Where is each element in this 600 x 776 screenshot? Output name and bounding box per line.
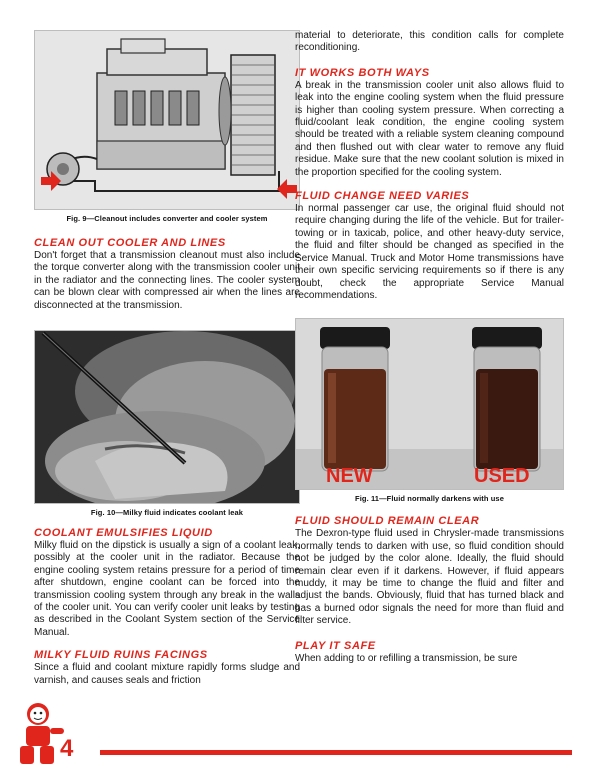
left-column (34, 0, 300, 687)
section-clean-out-cooler (34, 237, 300, 312)
intro-paragraph: material to deteriorate, this condition calls for complete reconditioning. (295, 30, 564, 54)
section-coolant-emulsifies (34, 527, 300, 639)
figure-9-caption: Fig. 9—Cleanout includes converter and cooler system (66, 214, 268, 223)
figure-10-caption: Fig. 10—Milky fluid indicates coolant leak (90, 508, 244, 518)
section-body: Since a fluid and coolant mixture rapidly forms sludge and varnish, and causes seals and friction (34, 662, 300, 686)
section-heading: CLEAN OUT COOLER AND LINES (34, 237, 226, 249)
section-heading: FLUID CHANGE NEED VARIES (295, 190, 470, 203)
section-heading: PLAY IT SAFE (295, 639, 376, 652)
figure-9 (34, 30, 300, 210)
fluid-jars-photo (296, 319, 564, 489)
section-heading: MILKY FLUID RUINS FACINGS (34, 649, 208, 662)
section-body: Milky fluid on the dipstick is usually a sign of a coolant leak, possibly at the cooler unit in the radiator. Because the engine cooling system retains pressure for a period of time after shutdown, engine coolant can be forced into the transmission cooling system through any break in the walls of the cooler unit. You can verify cooler unit leaks by testing as described in the Coolant System section of the Service Manual. (34, 540, 300, 638)
section-heading: FLUID SHOULD REMAIN CLEAR (295, 515, 480, 528)
figure-10 (34, 330, 300, 504)
right-column (295, 0, 564, 665)
used-label: USED (474, 465, 530, 488)
section-body: The Dexron-type fluid used in Chrysler-made transmissions normally tends to darken with use, so fluid condition should not be judged by the color alone. Ideally, the fluid should remain clear even if it darkens. However, if fluid appears muddy, it may be time to change the fluid and filter and adjust the bands. Obviously, fluid that has turned black and has a burned odor signals the need for more than fluid and filter service. (295, 528, 564, 627)
section-body: When adding to or refilling a transmission, be sure (295, 652, 518, 664)
section-body: In normal passenger car use, the original fluid should not require changing during the life of the vehicle. But for trailer-towing or in taxicab, police, and other heavy-duty service, the fluid and filter should be changed as specified in the Service Manual. Truck and Motor Home transmissions have their own specific servicing requirements so if there is any doubt, check the appropriate Service Manual recommendations. (295, 203, 564, 301)
page-number: 4 (60, 735, 74, 762)
section-heading: IT WORKS BOTH WAYS (295, 66, 430, 79)
section-body: A break in the transmission cooler unit also allows fluid to leak into the engine cooling system when the fluid pressure is higher than cooling system pressure. When correcting a fluid/coolant leak condition, the engine cooling system should be treated with a reliable system cleaning compound and then flushed out with clear water to remove any fluid residue. Make sure that the new coolant solution is mixed in the proportion specified for the cooling system. (295, 79, 564, 178)
section-fluid-change (295, 190, 564, 302)
new-label: NEW (326, 465, 373, 488)
section-works-both-ways (295, 67, 564, 179)
figure-11 (295, 318, 564, 490)
section-milky-fluid (34, 649, 300, 687)
section-body: Don't forget that a transmission cleanout must also include the torque converter along with the transmission cooler unit in the radiator and the connecting lines. The cooler system can be blown clear with compressed air when the lines are disconnected at the transmission. (34, 250, 300, 311)
section-play-it-safe (295, 640, 564, 665)
section-fluid-remain-clear (295, 515, 564, 627)
figure-11-caption: Fig. 11—Fluid normally darkens with use (355, 494, 504, 504)
milky-fluid-photo (35, 331, 300, 503)
engine-cooler-diagram (35, 31, 300, 209)
section-heading: COOLANT EMULSIFIES LIQUID (34, 527, 213, 540)
footer-rule (100, 750, 572, 755)
